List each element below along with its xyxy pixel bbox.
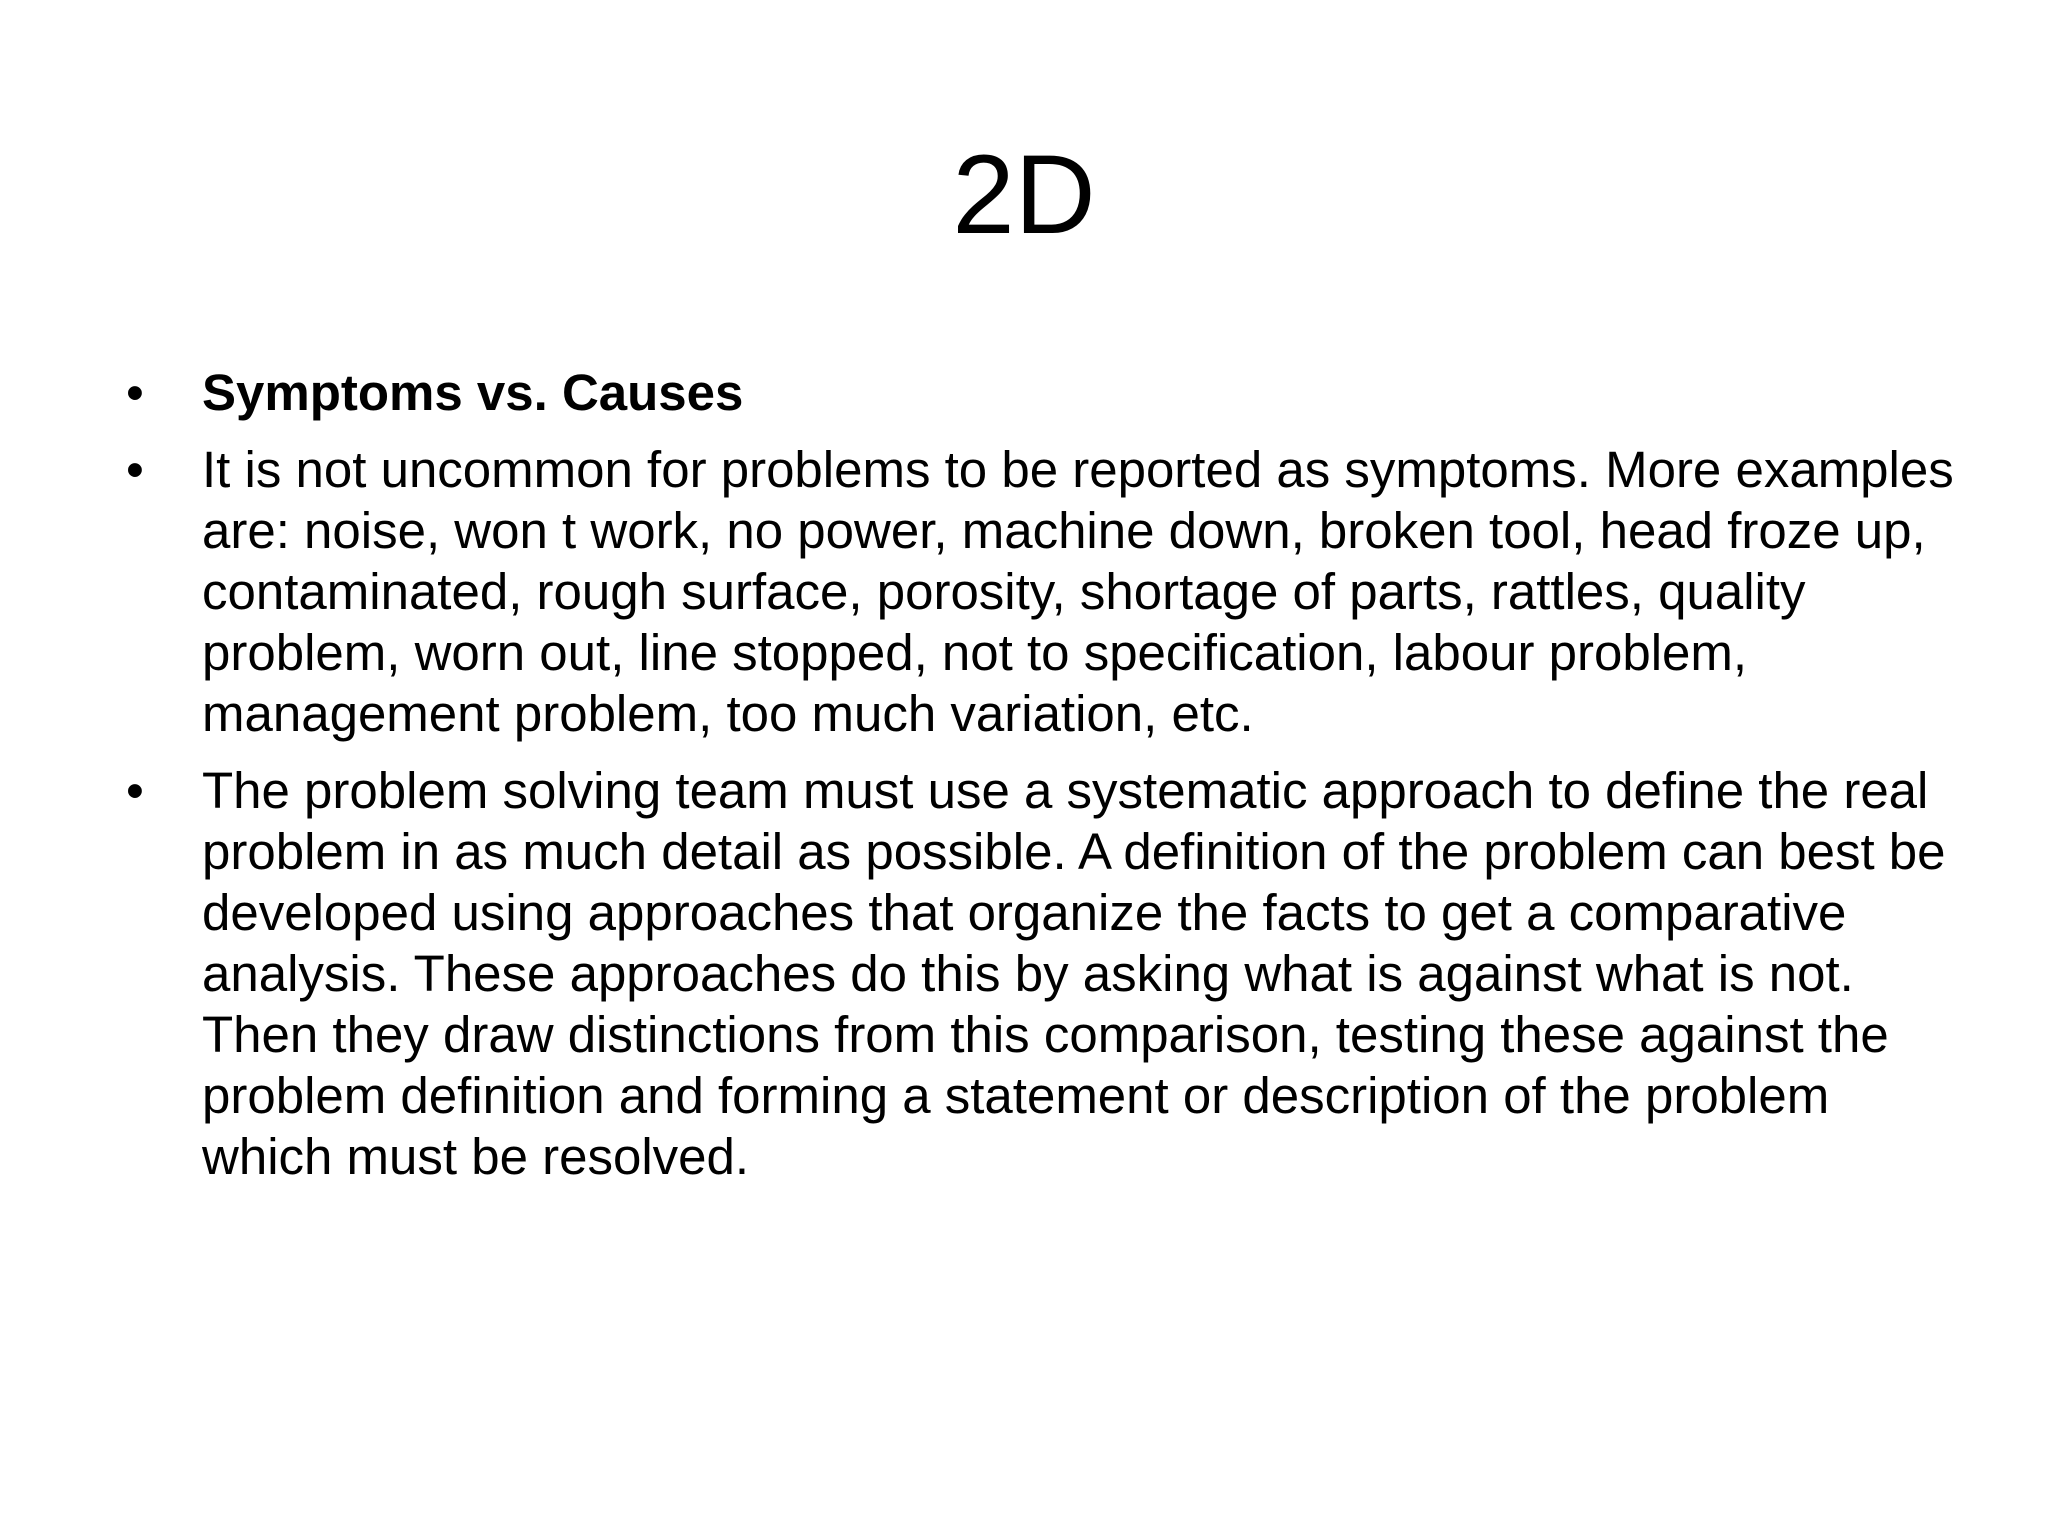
bullet-icon: • (126, 364, 144, 421)
bullet-item-systematic-approach (120, 760, 1960, 1187)
slide-title: 2D (952, 132, 1096, 257)
bullet-list (120, 362, 1960, 1203)
bullet-item-symptoms-vs-causes (120, 362, 1960, 423)
bullet-text: It is not uncommon for problems to be reported as symptoms. More examples are: noise, won t work, no power, machine down, broken tool, head froze up, contaminated, rough surface, porosity, shortage of parts, rattles, quality problem, worn out, line stopped, not to specification, labour problem, management problem, too much variation, etc. (202, 441, 1954, 742)
bullet-text: Symptoms vs. Causes (202, 364, 744, 421)
bullet-icon: • (126, 441, 144, 498)
bullet-text: The problem solving team must use a systematic approach to define the real problem in as much detail as possible. A definition of the problem can best be developed using approaches that organize the facts to get a comparative analysis. These approaches do this by asking what is against what is not. Then they draw distinctions from this comparison, testing these against the problem definition and forming a statement or description of the problem which must be resolved. (202, 762, 1946, 1185)
bullet-icon: • (126, 762, 144, 819)
bullet-item-symptom-examples (120, 439, 1960, 744)
